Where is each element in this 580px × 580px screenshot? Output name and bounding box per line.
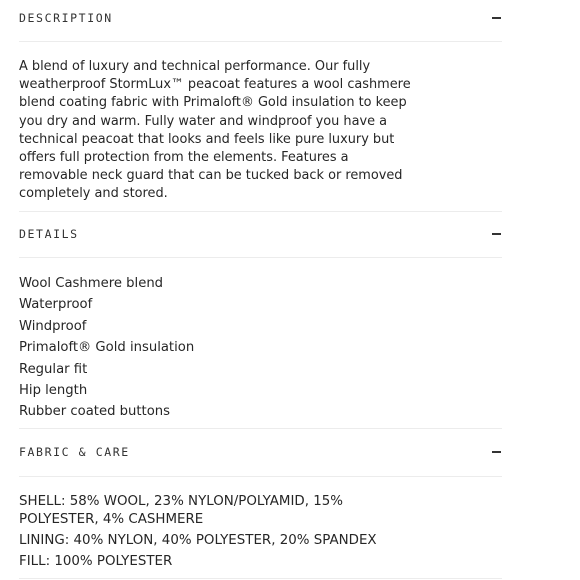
details-bottom-divider	[19, 428, 502, 429]
fabric-care-title: FABRIC & CARE	[19, 445, 130, 459]
details-header[interactable]	[19, 225, 502, 243]
details-item: Primaloft® Gold insulation	[19, 340, 195, 356]
minus-icon[interactable]	[492, 233, 501, 235]
details-list	[19, 273, 194, 423]
details-item: Regular fit	[19, 361, 88, 377]
description-title: DESCRIPTION	[19, 11, 113, 25]
details-item: Rubber coated buttons	[19, 404, 171, 420]
description-bottom-divider	[19, 211, 502, 212]
fabric-care-line: FILL: 100% POLYESTER	[19, 554, 173, 569]
details-item: Hip length	[19, 383, 88, 399]
fabric-care-header[interactable]	[19, 443, 502, 461]
details-item: Waterproof	[19, 297, 93, 313]
details-divider	[19, 257, 502, 258]
description-header[interactable]	[19, 9, 502, 27]
minus-icon[interactable]	[492, 451, 501, 453]
details-title: DETAILS	[19, 227, 79, 241]
details-item: Wool Cashmere blend	[19, 276, 164, 291]
minus-icon[interactable]	[492, 17, 501, 19]
description-text: A blend of luxury and technical performance. Our fully weatherproof StormLux™ peacoat features a wool cashmere blend coating fabric with Primaloft® Gold insulation to keep you dry and warm. Fully water and windproof you have a technical peacoat that looks and feels like pure luxury but offers full protection from the elements. Features a removable neck guard that can be tucked back or removed completely and stored.	[19, 59, 411, 202]
description-divider	[19, 41, 502, 42]
fabric-care-bottom-divider	[19, 578, 502, 579]
fabric-care-list	[19, 493, 399, 571]
fabric-care-divider	[19, 476, 502, 477]
fabric-care-line: LINING: 40% NYLON, 40% POLYESTER, 20% SPANDEX	[19, 533, 377, 548]
details-item: Windproof	[19, 318, 87, 334]
fabric-care-line: SHELL: 58% WOOL, 23% NYLON/POLYAMID, 15% POLYESTER, 4% CASHMERE	[19, 494, 343, 527]
